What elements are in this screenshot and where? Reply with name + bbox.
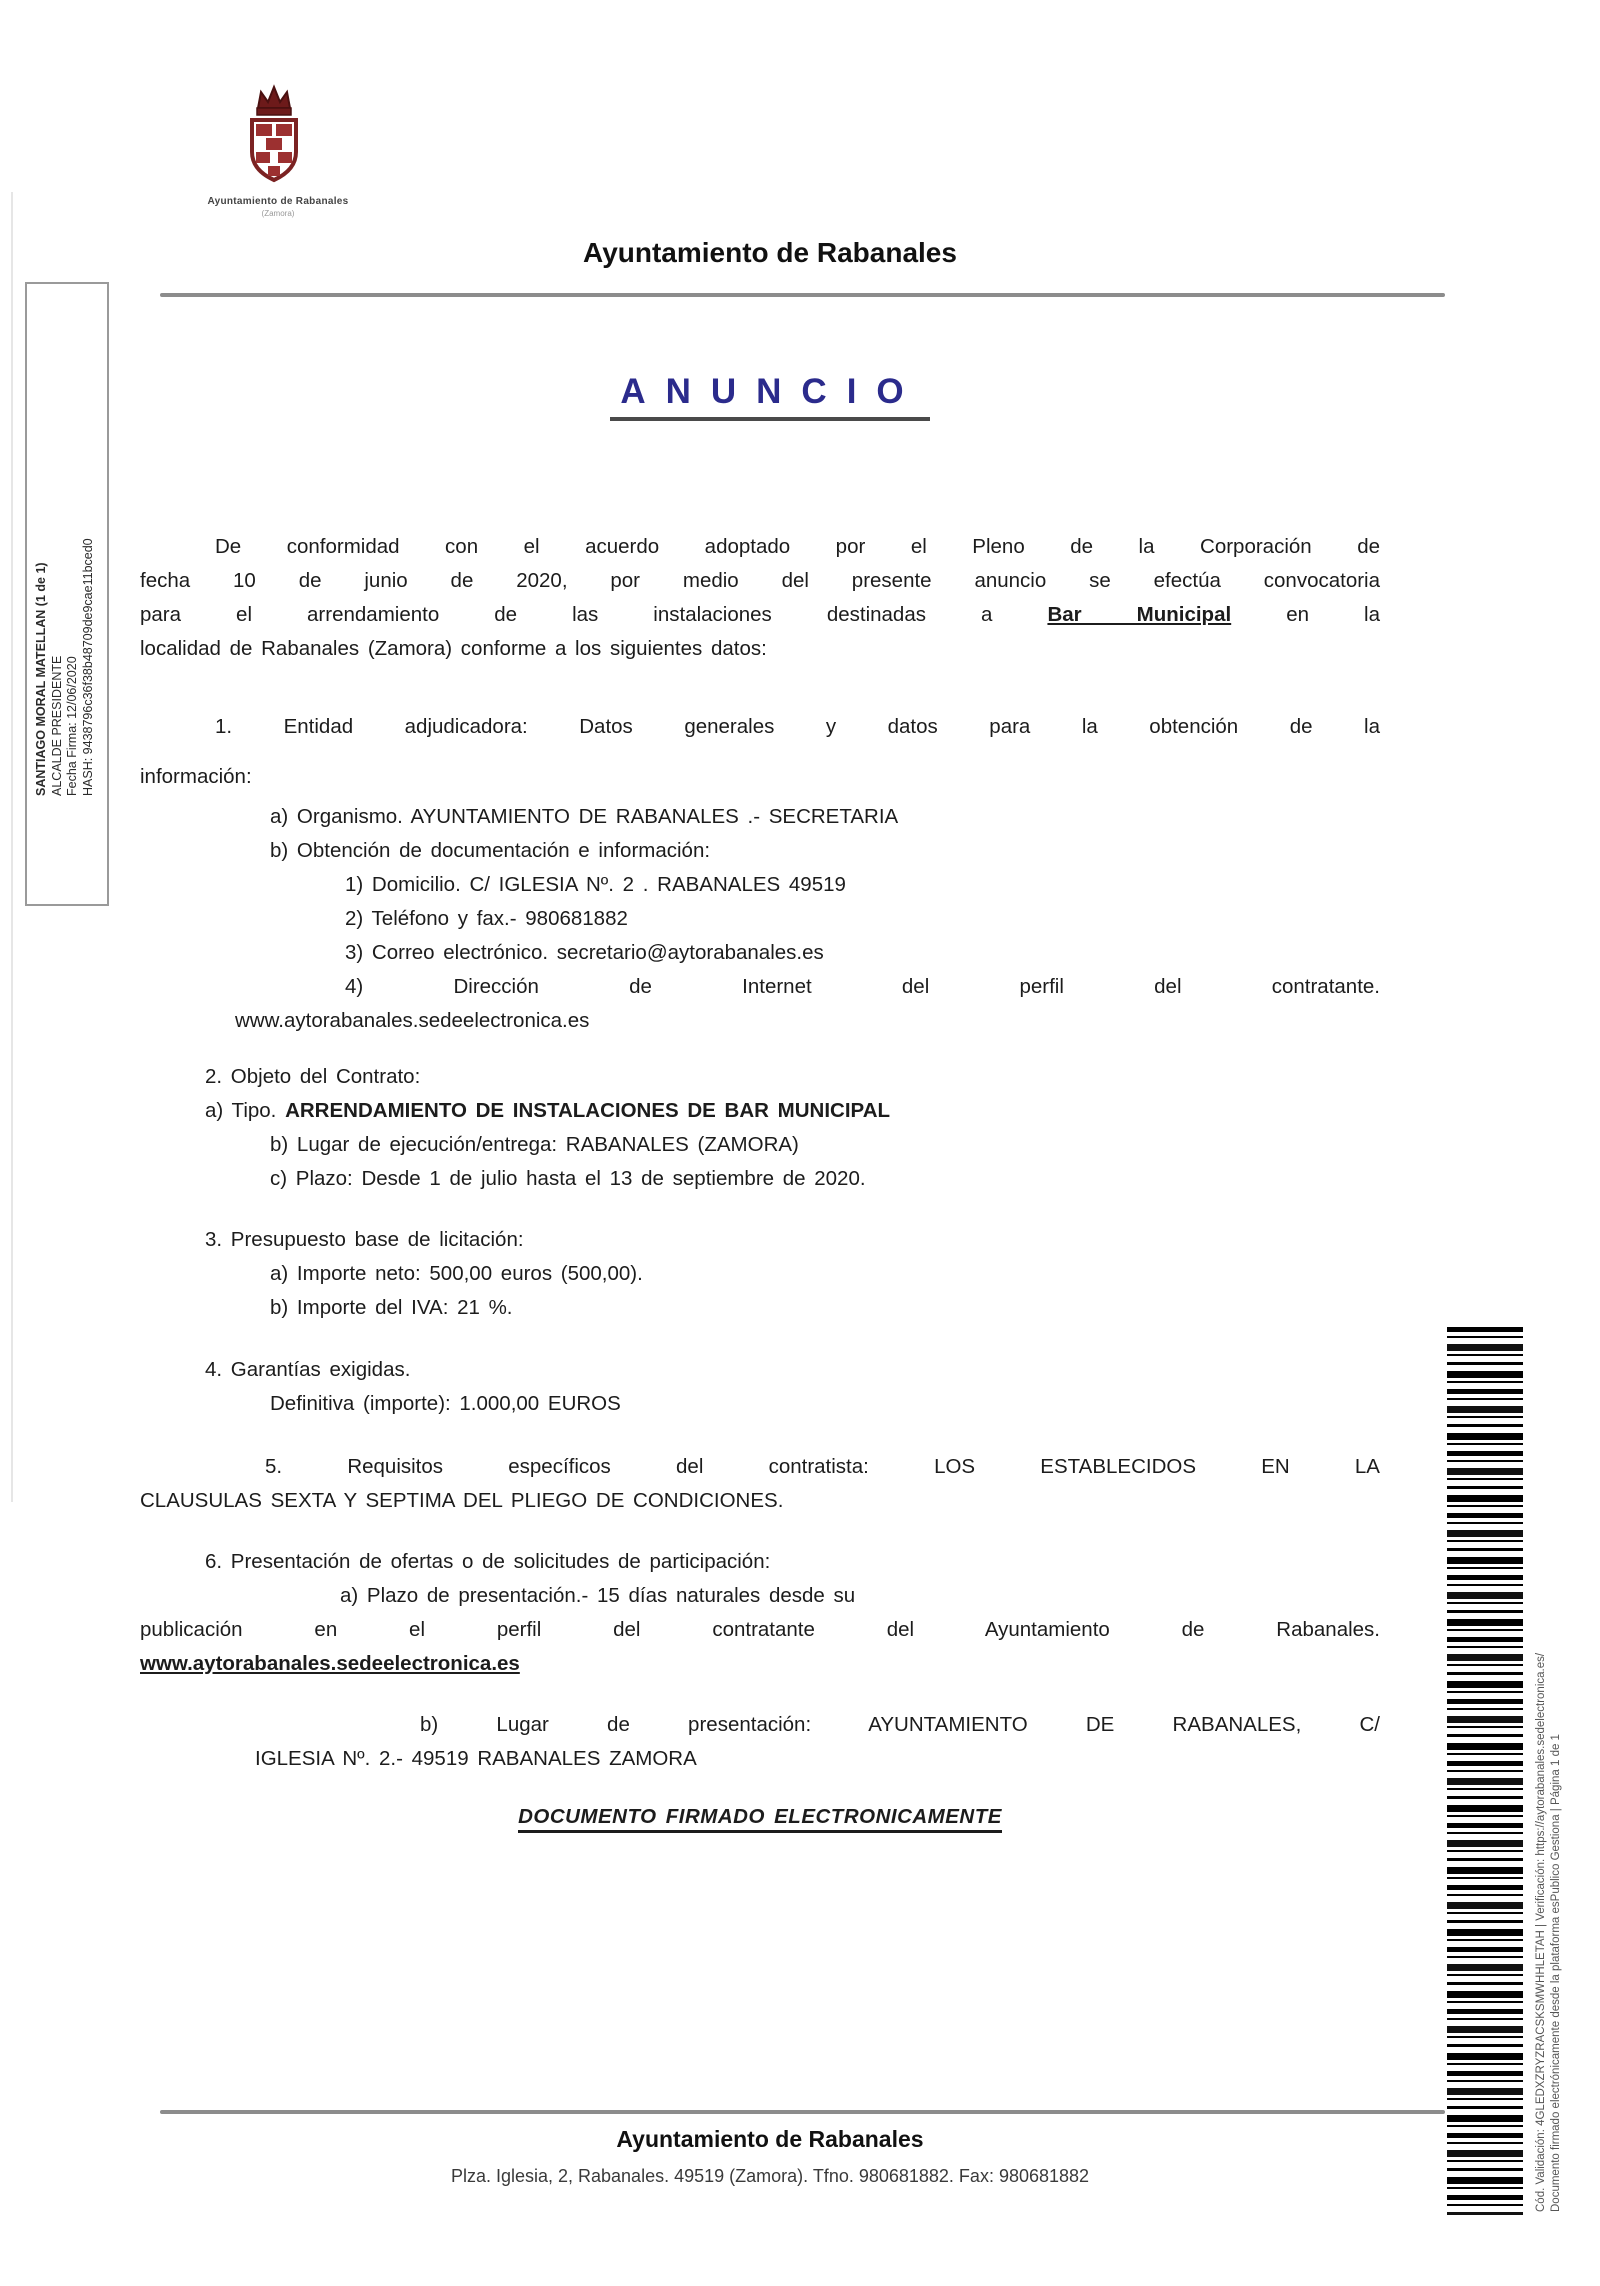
list-item: a) Importe neto: 500,00 euros (500,00). [270,1262,643,1285]
paragraph-line: publicación en el perfil del contratante del Ayuntamiento de Rabanales. [140,1618,1380,1641]
list-item: 4) Dirección de Internet del perfil del contratante. [345,975,1380,998]
paragraph-line: fecha 10 de junio de 2020, por medio del presente anuncio se efectúa convocatoria [140,569,1380,592]
signer-name: SANTIAGO MORAL MATELLAN (1 de 1) [34,562,48,796]
list-item: 2) Teléfono y fax.- 980681882 [345,907,628,930]
section-1-heading: 1. Entidad adjudicadora: Datos generales y datos para la obtención de la [215,715,1380,738]
verification-text [1534,1324,1574,2212]
list-item: a) Plazo de presentación.- 15 días naturales desde su [340,1584,856,1607]
footer-title: Ayuntamiento de Rabanales [616,2126,924,2152]
footer-divider [160,2110,1445,2114]
list-item: b) Importe del IVA: 21 %. [270,1296,513,1319]
paragraph-line: para el arrendamiento de las instalaciones destinadas a Bar Municipal en la [140,603,1380,626]
logo-caption: Ayuntamiento de Rabanales [207,196,349,207]
bar-municipal-emphasis: Bar Municipal [1047,603,1232,626]
page-title: Ayuntamiento de Rabanales [583,237,957,268]
validation-code-line: Cód. Validación: 4GLEDXZRYZRACSKSMWHHLETAH | Verificación: https://aytorabanales.sedelectronica.es/ [1535,1652,1547,2212]
signed-electronically-note: DOCUMENTO FIRMADO ELECTRONICAMENTE [140,1800,1380,1834]
submission-url: www.aytorabanales.sedeelectronica.es [140,1652,520,1675]
paragraph-line: localidad de Rabanales (Zamora) conforme a los siguientes datos: [140,637,767,660]
barcode [1447,1327,1523,2215]
list-item: c) Plazo: Desde 1 de julio hasta el 13 de septiembre de 2020. [270,1167,866,1190]
list-item: Definitiva (importe): 1.000,00 EUROS [270,1392,621,1415]
announcement-title: ANUNCIO [610,372,929,421]
platform-line: Documento firmado electrónicamente desde la plataforma esPublico Gestiona | Página 1 de 1 [1549,1734,1562,2212]
footer-address: Plza. Iglesia, 2, Rabanales. 49519 (Zamora). Tfno. 980681882. Fax: 980681882 [450,2166,1090,2186]
signature-date: Fecha Firma: 12/06/2020 [65,656,79,796]
list-item: b) Lugar de ejecución/entrega: RABANALES (ZAMORA) [270,1133,799,1156]
section-5-heading: 5. Requisitos específicos del contratista: LOS ESTABLECIDOS EN LA [265,1455,1380,1478]
section-3-heading: 3. Presupuesto base de licitación: [205,1228,524,1251]
list-item: a) Tipo. ARRENDAMIENTO DE INSTALACIONES DE BAR MUNICIPAL [205,1099,891,1122]
profile-url: www.aytorabanales.sedeelectronica.es [235,1009,590,1032]
signer-role: ALCALDE PRESIDENTE [49,655,64,796]
list-item: b) Obtención de documentación e información: [270,839,711,862]
list-item: a) Organismo. AYUNTAMIENTO DE RABANALES .- SECRETARIA [270,805,899,828]
header-divider [160,293,1445,297]
section-6-heading: 6. Presentación de ofertas o de solicitudes de participación: [205,1550,771,1573]
paragraph-line: De conformidad con el acuerdo adoptado por el Pleno de la Corporación de [215,535,1380,558]
signature-hash: HASH: 9438796c36f38b48709de9cae11bced0 [80,538,95,796]
signature-text [34,296,100,892]
section-5-cont: CLAUSULAS SEXTA Y SEPTIMA DEL PLIEGO DE CONDICIONES. [140,1489,784,1512]
list-item: IGLESIA Nº. 2.- 49519 RABANALES ZAMORA [255,1747,697,1770]
list-item: 1) Domicilio. C/ IGLESIA Nº. 2 . RABANALES 49519 [345,873,846,896]
list-item: b) Lugar de presentación: AYUNTAMIENTO DE RABANALES, C/ [420,1713,1380,1736]
document-body [140,530,1380,1834]
contract-type-emphasis: ARRENDAMIENTO DE INSTALACIONES DE BAR MUNICIPAL [285,1099,891,1122]
announcement-title-wrap [0,372,1540,421]
section-4-heading: 4. Garantías exigidas. [205,1358,411,1381]
coat-of-arms-icon [228,80,320,192]
list-item: 3) Correo electrónico. secretario@aytorabanales.es [345,941,824,964]
logo-subcaption: (Zamora) [261,209,295,218]
section-2-heading: 2. Objeto del Contrato: [205,1065,421,1088]
section-1-heading-cont: información: [140,765,252,788]
